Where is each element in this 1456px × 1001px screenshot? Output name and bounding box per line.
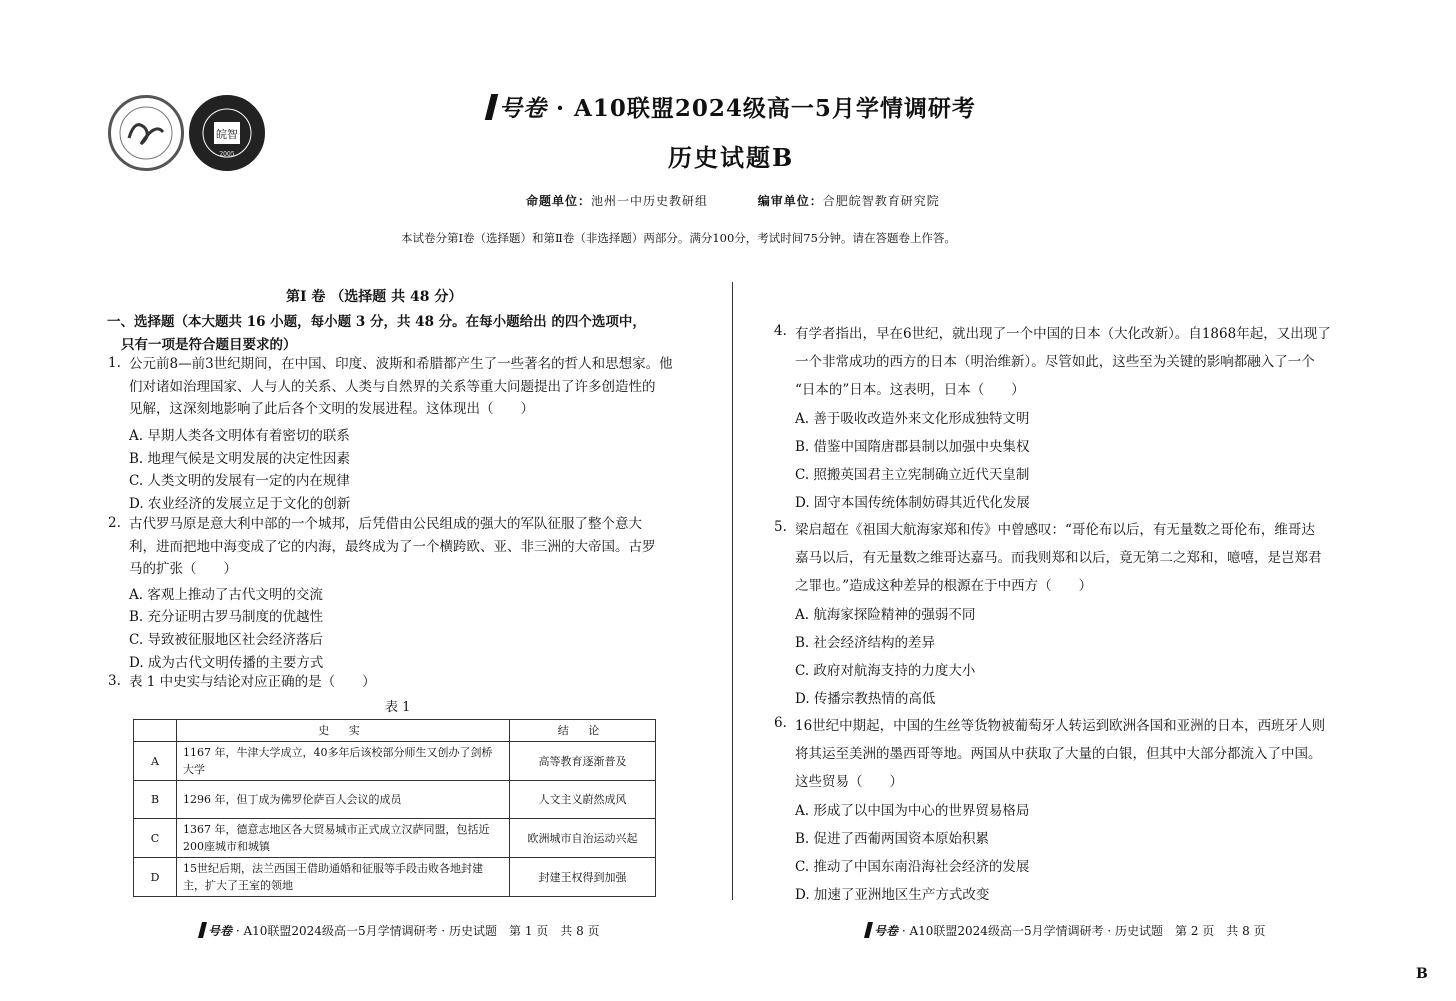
q5-line-1: 梁启超在《祖国大航海家郑和传》中曾感叹：“哥伦布以后，有无量数之哥伦布，维哥达 bbox=[795, 522, 1315, 538]
q4-line-2: 一个非常成功的西方的日本（明治维新）。尽管如此，这些至为关键的影响都融入了一个 bbox=[795, 354, 1315, 370]
table-cell-fact: 1167 年，牛津大学成立，40多年后该校部分师生又创办了剑桥大学 bbox=[177, 742, 510, 781]
section-instruction-1: 一、选择题（本大题共 16 小题，每小题 3 分，共 48 分。在每小题给出 的四个选项中， bbox=[107, 314, 646, 330]
table-cell-conclusion: 人文主义蔚然成风 bbox=[510, 781, 656, 819]
column-divider bbox=[732, 282, 733, 900]
table-header-cell: 结 论 bbox=[510, 720, 656, 742]
q2-line-1: 古代罗马原是意大利中部的一个城邦，后凭借由公民组成的强大的军队征服了整个意大 bbox=[129, 516, 642, 532]
q2-number: 2. bbox=[108, 515, 121, 531]
q6-line-2: 将其运至美洲的墨西哥等地。两国从中获取了大量的白银，但其中大部分都流入了中国。 bbox=[795, 746, 1322, 762]
q4-option-d: D. 固守本国传统体制妨碍其近代化发展 bbox=[795, 495, 1030, 511]
exam-instructions: 本试卷分第Ⅰ卷（选择题）和第Ⅱ卷（非选择题）两部分。满分100分，考试时间75分钟。请在答题卷上作答。 bbox=[401, 231, 956, 245]
q2-option-a: A. 客观上推动了古代文明的交流 bbox=[129, 587, 323, 603]
footer-right: 号卷 · A10联盟2024级高一5月学情调研考 · 历史试题 第 2 页 共 8 页 bbox=[866, 922, 1266, 939]
wanzhi-logo-year: 2005 bbox=[219, 151, 235, 158]
author-line bbox=[526, 192, 940, 209]
table-cell-fact: 1367 年，德意志地区各大贸易城市正式成立汉萨同盟，包括近200座城市和城镇 bbox=[177, 819, 510, 858]
q4-number: 4. bbox=[774, 323, 787, 339]
footer-brand: 号卷 bbox=[208, 924, 233, 938]
q2-line-3: 马的扩张（ ） bbox=[129, 561, 237, 578]
q1-option-d: D. 农业经济的发展立足于文化的创新 bbox=[129, 496, 351, 512]
table-header-row bbox=[134, 720, 656, 742]
q4-option-a: A. 善于吸收改造外来文化形成独特文明 bbox=[795, 411, 1030, 427]
q5-stem bbox=[795, 516, 1355, 600]
q6-line-3: 这些贸易（ ） bbox=[795, 774, 903, 790]
table-cell-conclusion: 封建王权得到加强 bbox=[510, 858, 656, 897]
q5-option-d: D. 传播宗教热情的高低 bbox=[795, 691, 936, 707]
paper-version-mark: B bbox=[1416, 966, 1428, 982]
table-row bbox=[134, 819, 656, 858]
wanzhi-logo-icon bbox=[192, 98, 262, 168]
q5-option-b: B. 社会经济结构的差异 bbox=[795, 635, 936, 651]
q2-stem bbox=[129, 513, 689, 581]
alliance-logo-icon bbox=[111, 98, 181, 168]
q5-option-c: C. 政府对航海支持的力度大小 bbox=[795, 663, 976, 679]
wanzhi-logo bbox=[189, 95, 265, 171]
section-heading: 第Ⅰ 卷 （选择题 共 48 分） bbox=[286, 289, 463, 305]
q5-option-a: A. 航海家探险精神的强弱不同 bbox=[795, 607, 976, 623]
table-cell-label: D bbox=[134, 858, 177, 897]
exam-title-text: A10联盟2024级高一5月学情调研考 bbox=[574, 95, 976, 122]
q3-stem: 表 1 中史实与结论对应正确的是（ ） bbox=[129, 674, 376, 690]
alliance-logo bbox=[108, 95, 184, 171]
table1-caption: 表 1 bbox=[385, 700, 411, 715]
org-label: 命题单位： bbox=[526, 194, 592, 208]
table-row bbox=[134, 742, 656, 781]
q1-option-b: B. 地理气候是文明发展的决定性因素 bbox=[129, 451, 351, 467]
q1-option-a: A. 早期人类各文明体有着密切的联系 bbox=[129, 428, 350, 444]
table-row bbox=[134, 781, 656, 819]
footer-brand: 号卷 bbox=[874, 924, 899, 938]
q5-line-2: 嘉马以后，有无量数之维哥达嘉马。而我则郑和以后，竟无第二之郑和，噫嘻，是岂郑君 bbox=[795, 550, 1322, 566]
table-cell-label: A bbox=[134, 742, 177, 781]
footer-left-text: A10联盟2024级高一5月学情调研考 · 历史试题 第 1 页 共 8 页 bbox=[243, 924, 600, 938]
q1-option-c: C. 人类文明的发展有一定的内在规律 bbox=[129, 473, 350, 489]
q1-line-1: 公元前8—前3世纪期间，在中国、印度、波斯和希腊都产生了一些著名的哲人和思想家。他 bbox=[129, 356, 673, 372]
table-header-cell bbox=[134, 720, 177, 742]
q4-line-3: “日本的”日本。这表明，日本（ ） bbox=[795, 382, 1025, 398]
q4-stem bbox=[795, 320, 1355, 404]
table-cell-fact: 15世纪后期，法兰西国王借助通婚和征服等手段击败各地封建主，扩大了王室的领地 bbox=[177, 858, 510, 897]
review-value: 合肥皖智教育研究院 bbox=[822, 194, 940, 208]
exam-title: 号卷 · A10联盟2024级高一5月学情调研考 bbox=[488, 90, 976, 123]
q1-stem bbox=[129, 353, 689, 421]
q2-line-2: 利，进而把地中海变成了它的内海，最终成为了一个横跨欧、亚、非三洲的大帝国。古罗 bbox=[129, 538, 656, 555]
q1-line-2: 们对诸如治理国家、人与人的关系、人类与自然界的关系等重大问题提出了许多创造性的 bbox=[129, 378, 656, 395]
q6-number: 6. bbox=[774, 715, 787, 731]
q2-option-b: B. 充分证明古罗马制度的优越性 bbox=[129, 609, 324, 625]
q2-option-d: D. 成为古代文明传播的主要方式 bbox=[129, 655, 324, 671]
q6-option-d: D. 加速了亚洲地区生产方式改变 bbox=[795, 887, 990, 903]
footer-right-text: A10联盟2024级高一5月学情调研考 · 历史试题 第 2 页 共 8 页 bbox=[909, 924, 1266, 938]
footer-brand-icon bbox=[864, 922, 873, 938]
q5-line-3: 之罪也。”造成这种差异的根源在于中西方（ ） bbox=[795, 578, 1093, 594]
section-instruction-2: 只有一项是符合题目要求的） bbox=[121, 337, 297, 353]
q6-option-a: A. 形成了以中国为中心的世界贸易格局 bbox=[795, 803, 1030, 819]
table1 bbox=[133, 719, 656, 897]
brand-mark-icon bbox=[485, 94, 498, 120]
footer-left: 号卷 · A10联盟2024级高一5月学情调研考 · 历史试题 第 1 页 共 8 页 bbox=[200, 922, 600, 939]
table-header-cell: 史 实 bbox=[177, 720, 510, 742]
table-cell-label: C bbox=[134, 819, 177, 858]
q6-option-c: C. 推动了中国东南沿海社会经济的发展 bbox=[795, 859, 1030, 875]
footer-brand-icon bbox=[198, 922, 207, 938]
table-cell-label: B bbox=[134, 781, 177, 819]
q4-line-1: 有学者指出，早在6世纪，就出现了一个中国的日本（大化改新）。自1868年起，又出现了 bbox=[795, 326, 1331, 342]
q1-line-3: 见解，这深刻地影响了此后各个文明的发展进程。这体现出（ ） bbox=[129, 401, 534, 418]
q3-number: 3. bbox=[108, 673, 121, 689]
q2-option-c: C. 导致被征服地区社会经济落后 bbox=[129, 632, 323, 648]
review-label: 编审单位： bbox=[757, 194, 823, 208]
q1-number: 1. bbox=[108, 355, 121, 371]
subject-title: 历史试题B bbox=[668, 143, 795, 172]
table-cell-fact: 1296 年，但丁成为佛罗伦萨百人会议的成员 bbox=[177, 781, 510, 819]
q5-number: 5. bbox=[774, 519, 787, 535]
q6-option-b: B. 促进了西葡两国资本原始积累 bbox=[795, 831, 990, 847]
q4-option-b: B. 借鉴中国隋唐郡县制以加强中央集权 bbox=[795, 439, 1030, 455]
brand-name: 号卷 bbox=[499, 95, 547, 122]
org-value: 池州一中历史教研组 bbox=[591, 194, 709, 208]
wanzhi-logo-text: 皖智 bbox=[216, 128, 238, 141]
q6-stem bbox=[795, 712, 1365, 796]
q6-line-1: 16世纪中期起，中国的生丝等货物被葡萄牙人转运到欧洲各国和亚洲的日本，西班牙人则 bbox=[795, 718, 1326, 734]
table-cell-conclusion: 高等教育逐渐普及 bbox=[510, 742, 656, 781]
table-cell-conclusion: 欧洲城市自治运动兴起 bbox=[510, 819, 656, 858]
q4-option-c: C. 照搬英国君主立宪制确立近代天皇制 bbox=[795, 467, 1030, 483]
table-row bbox=[134, 858, 656, 897]
